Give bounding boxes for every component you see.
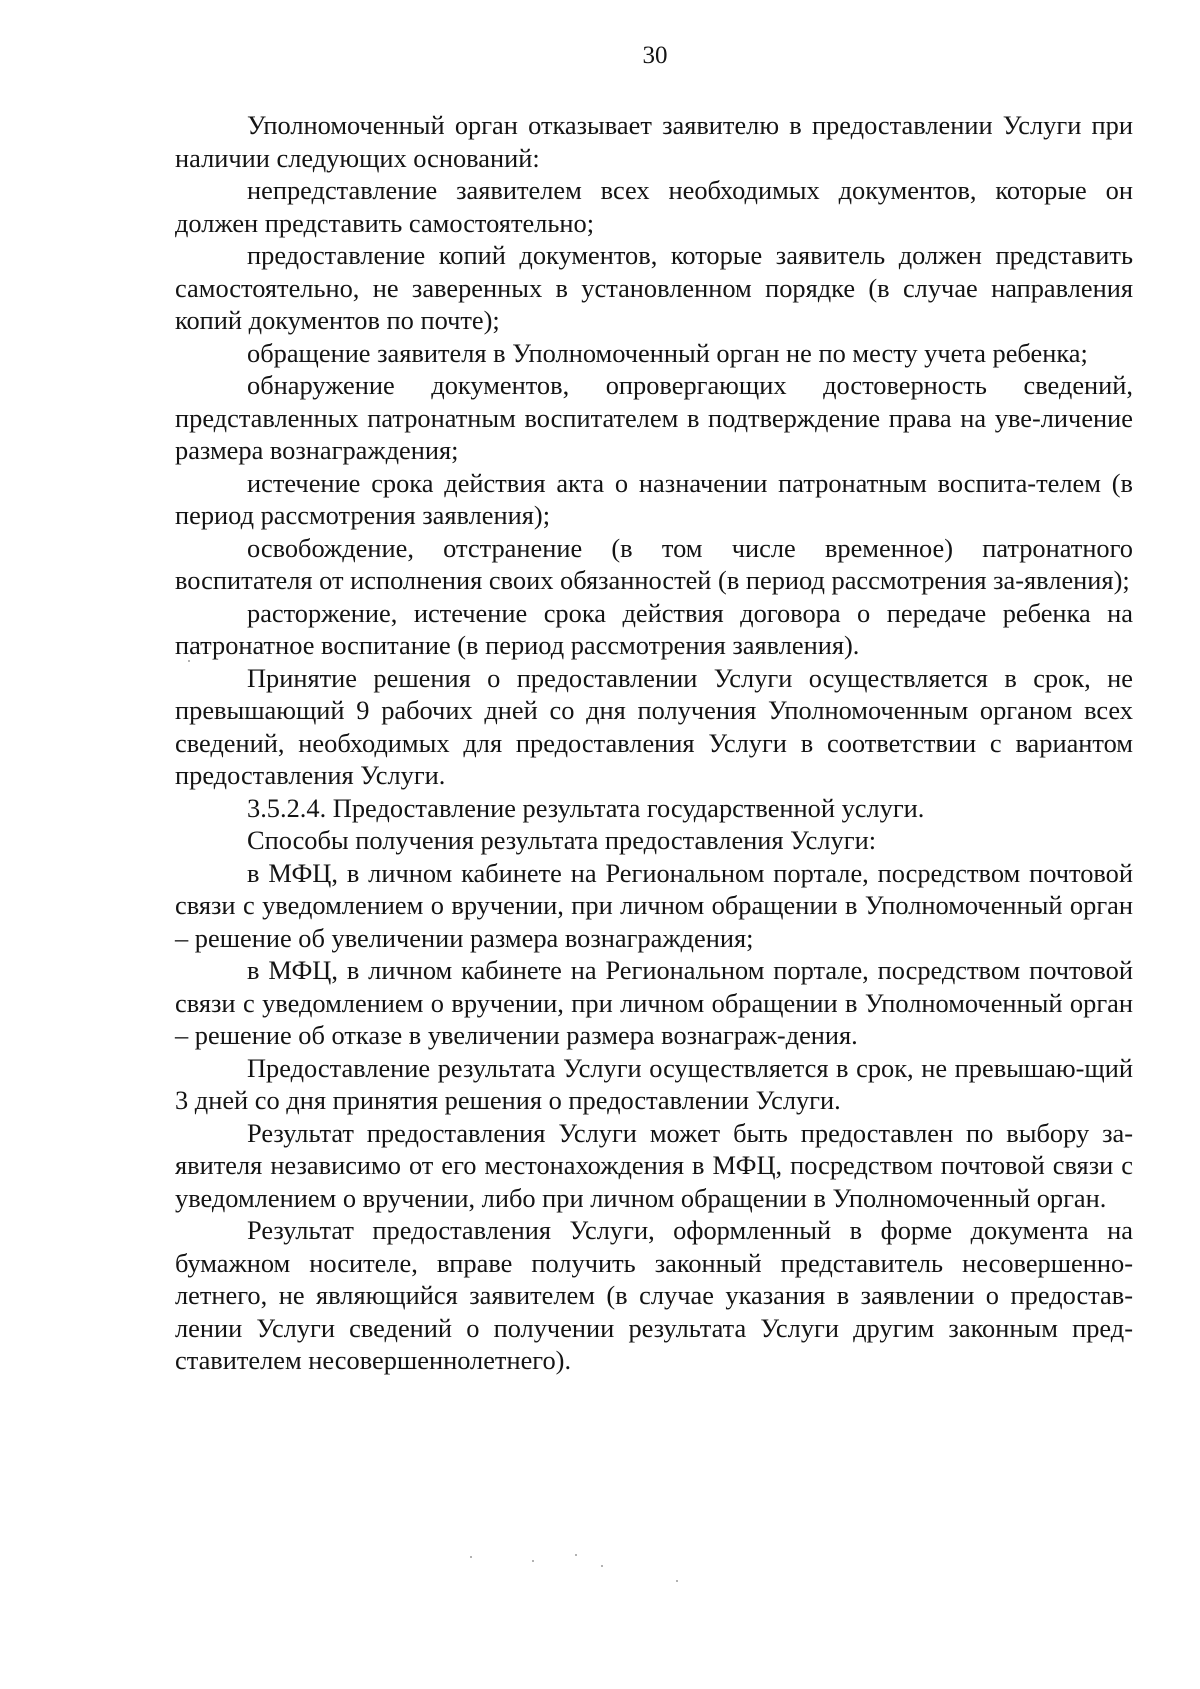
paragraph-reason-uncertified-copies: предоставление копий документов, которые заявитель должен представить самостоятельно, не заверенных в установленном порядке (в случае направления копий документов по почте); [175, 240, 1133, 335]
section-heading-3-5-2-4: 3.5.2.4. Предоставление результата государственной услуги. [247, 792, 925, 823]
paragraph-result-deadline: Предоставление результата Услуги осуществляется в срок, не превышаю-щий 3 дней со дня принятия решения о предоставлении Услуги. [175, 1052, 1133, 1115]
page-number: 30 [642, 42, 668, 69]
paragraph-refusal-intro: Уполномоченный орган отказывает заявителю в предоставлении Услуги при наличии следующих оснований: [175, 110, 1133, 173]
paragraph-reason-missing-documents: непредставление заявителем всех необходимых документов, которые он должен представить самостоятельно; [175, 175, 1133, 238]
scan-speck [188, 660, 190, 662]
paragraph-reason-wrong-location: обращение заявителя в Уполномоченный орган не по месту учета ребенка; [247, 337, 1088, 368]
paragraph-reason-dismissal: освобождение, отстранение (в том числе временное) патронатного воспитателя от исполнения своих обязанностей (в период рассмотрения за-явления); [175, 532, 1133, 595]
paragraph-reason-contract-termination: расторжение, истечение срока действия договора о передаче ребенка на патронатное воспитание (в период рассмотрения заявления). [175, 597, 1133, 660]
scan-speck [676, 1580, 678, 1582]
paragraph-result-choice: Результат предоставления Услуги может быть предоставлен по выбору за-явителя независимо от его местонахождения в МФЦ, посредством почтовой связи с уведомлением о вручении, либо при личном обращении в Уполномоченный орган. [175, 1117, 1133, 1213]
paragraph-result-methods-intro: Способы получения результата предоставления Услуги: [247, 825, 877, 855]
paragraph-reason-refuting-documents: обнаружение документов, опровергающих достоверность сведений, представленных патронатным воспитателем в подтверждение права на уве-личение размера вознаграждения; [175, 370, 1133, 465]
paragraph-decision-deadline: Принятие решения о предоставлении Услуги осуществляется в срок, не превышающий 9 рабочих дней со дня получения Уполномоченным органом всех сведений, необходимых для предоставления Услуги в соответствии с вариантом предоставления Услуги. [175, 662, 1133, 790]
scan-speck [601, 1565, 603, 1567]
paragraph-result-method-refusal: в МФЦ, в личном кабинете на Региональном портале, посредством почтовой связи с уведомлением о вручении, при личном обращении в Уполномоченный орган – решение об отказе в увеличении размера вознаграж-дения. [175, 955, 1133, 1050]
paragraph-legal-representative: Результат предоставления Услуги, оформленный в форме документа на бумажном носителе, вправе получить законный представитель несовершенно-летнего, не являющийся заявителем (в случае указания в заявлении о предостав-лении Услуги сведений о получении результата Услуги другим законным пред-ставителем несовершеннолетнего). [175, 1215, 1133, 1375]
scan-speck [575, 1554, 577, 1556]
paragraph-result-method-increase: в МФЦ, в личном кабинете на Региональном портале, посредством почтовой связи с уведомлением о вручении, при личном обращении в Уполномоченный орган – решение об увеличении размера вознаграждения; [175, 857, 1133, 953]
paragraph-reason-act-expiry: истечение срока действия акта о назначении патронатным воспита-телем (в период рассмотрения заявления); [175, 467, 1133, 530]
scan-speck [532, 1560, 534, 1562]
scan-speck [470, 1556, 472, 1558]
document-body [175, 109, 1133, 1377]
